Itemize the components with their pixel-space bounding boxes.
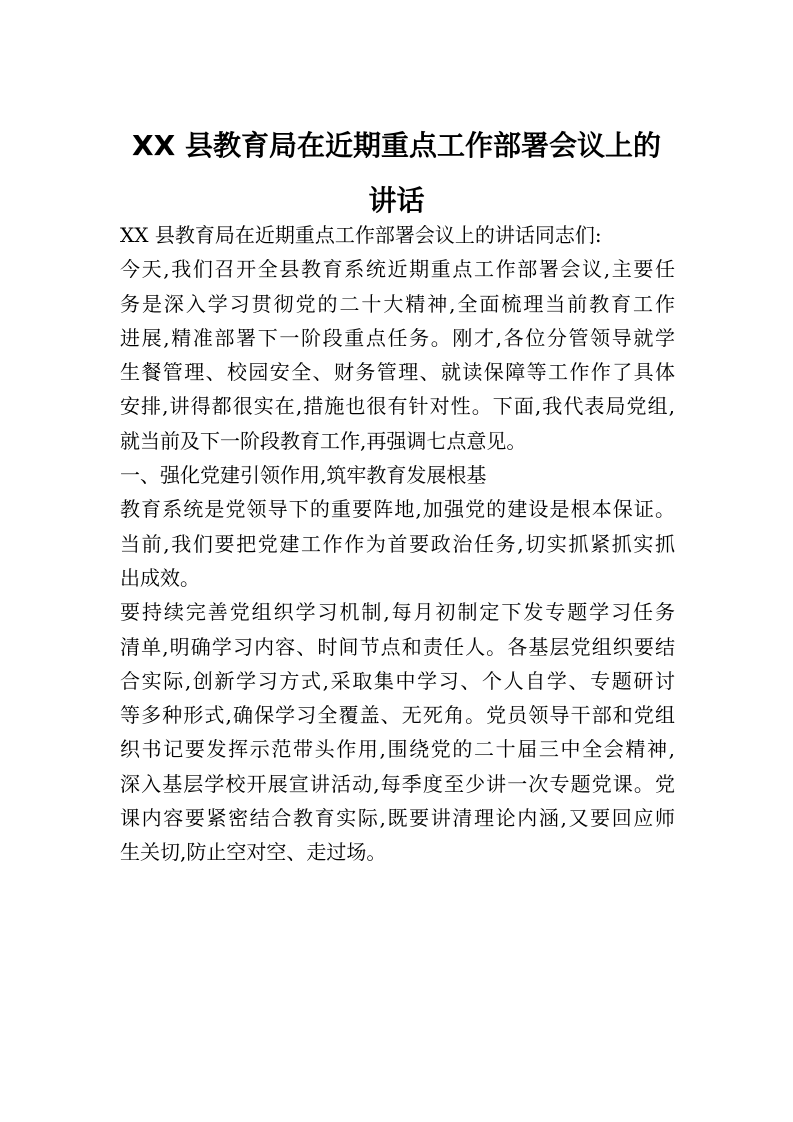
text-line: 织书记要发挥示范带头作用,围绕党的二十届三中全会精神, [120, 737, 675, 762]
text-line: 一、强化党建引领作用,筑牢教育发展根基 [120, 463, 487, 488]
text-line: 就当前及下一阶段教育工作,再强调七点意见。 [120, 428, 527, 453]
text-line: XX 县教育局在近期重点工作部署会议上的讲话同志们: [120, 223, 602, 247]
text-line: 深入基层学校开展宣讲活动,每季度至少讲一次专题党课。党 [120, 771, 675, 796]
section-heading-1 [120, 458, 675, 492]
text-line: 今天,我们召开全县教育系统近期重点工作部署会议,主要任 [120, 257, 675, 282]
paragraph-salutation [120, 218, 675, 252]
text-line: 课内容要紧密结合教育实际,既要讲清理论内涵,又要回应师 [120, 806, 675, 831]
paragraph-section-1-detail [120, 595, 675, 869]
text-line: 合实际,创新学习方式,采取集中学习、个人自学、专题研讨 [120, 668, 675, 693]
text-line: 进展,精准部署下一阶段重点任务。刚才,各位分管领导就学 [120, 325, 675, 350]
text-line: 要持续完善党组织学习机制,每月初制定下发专题学习任务 [120, 600, 675, 625]
text-line: 教育系统是党领导下的重要阵地,加强党的建设是根本保证。 [120, 497, 675, 522]
paragraph-opening [120, 252, 675, 458]
title-line-2: 讲话 [368, 184, 425, 217]
text-line: 生餐管理、校园安全、财务管理、就读保障等工作作了具体 [120, 360, 675, 385]
title-line-1: XX 县教育局在近期重点工作部署会议上的 [132, 129, 661, 162]
text-line: 生关切,防止空对空、走过场。 [120, 840, 387, 865]
text-line: 务是深入学习贯彻党的二十大精神,全面梳理当前教育工作 [120, 291, 675, 316]
text-line: 等多种形式,确保学习全覆盖、无死角。党员领导干部和党组 [120, 703, 675, 728]
paragraph-section-1-intro [120, 492, 675, 595]
document-title [110, 118, 683, 228]
document-body [120, 218, 675, 870]
text-line: 当前,我们要把党建工作作为首要政治任务,切实抓紧抓实抓 [120, 531, 675, 556]
text-line: 安排,讲得都很实在,措施也很有针对性。下面,我代表局党组, [120, 394, 675, 419]
text-line: 清单,明确学习内容、时间节点和责任人。各基层党组织要结 [120, 634, 675, 659]
text-line: 出成效。 [120, 565, 200, 590]
